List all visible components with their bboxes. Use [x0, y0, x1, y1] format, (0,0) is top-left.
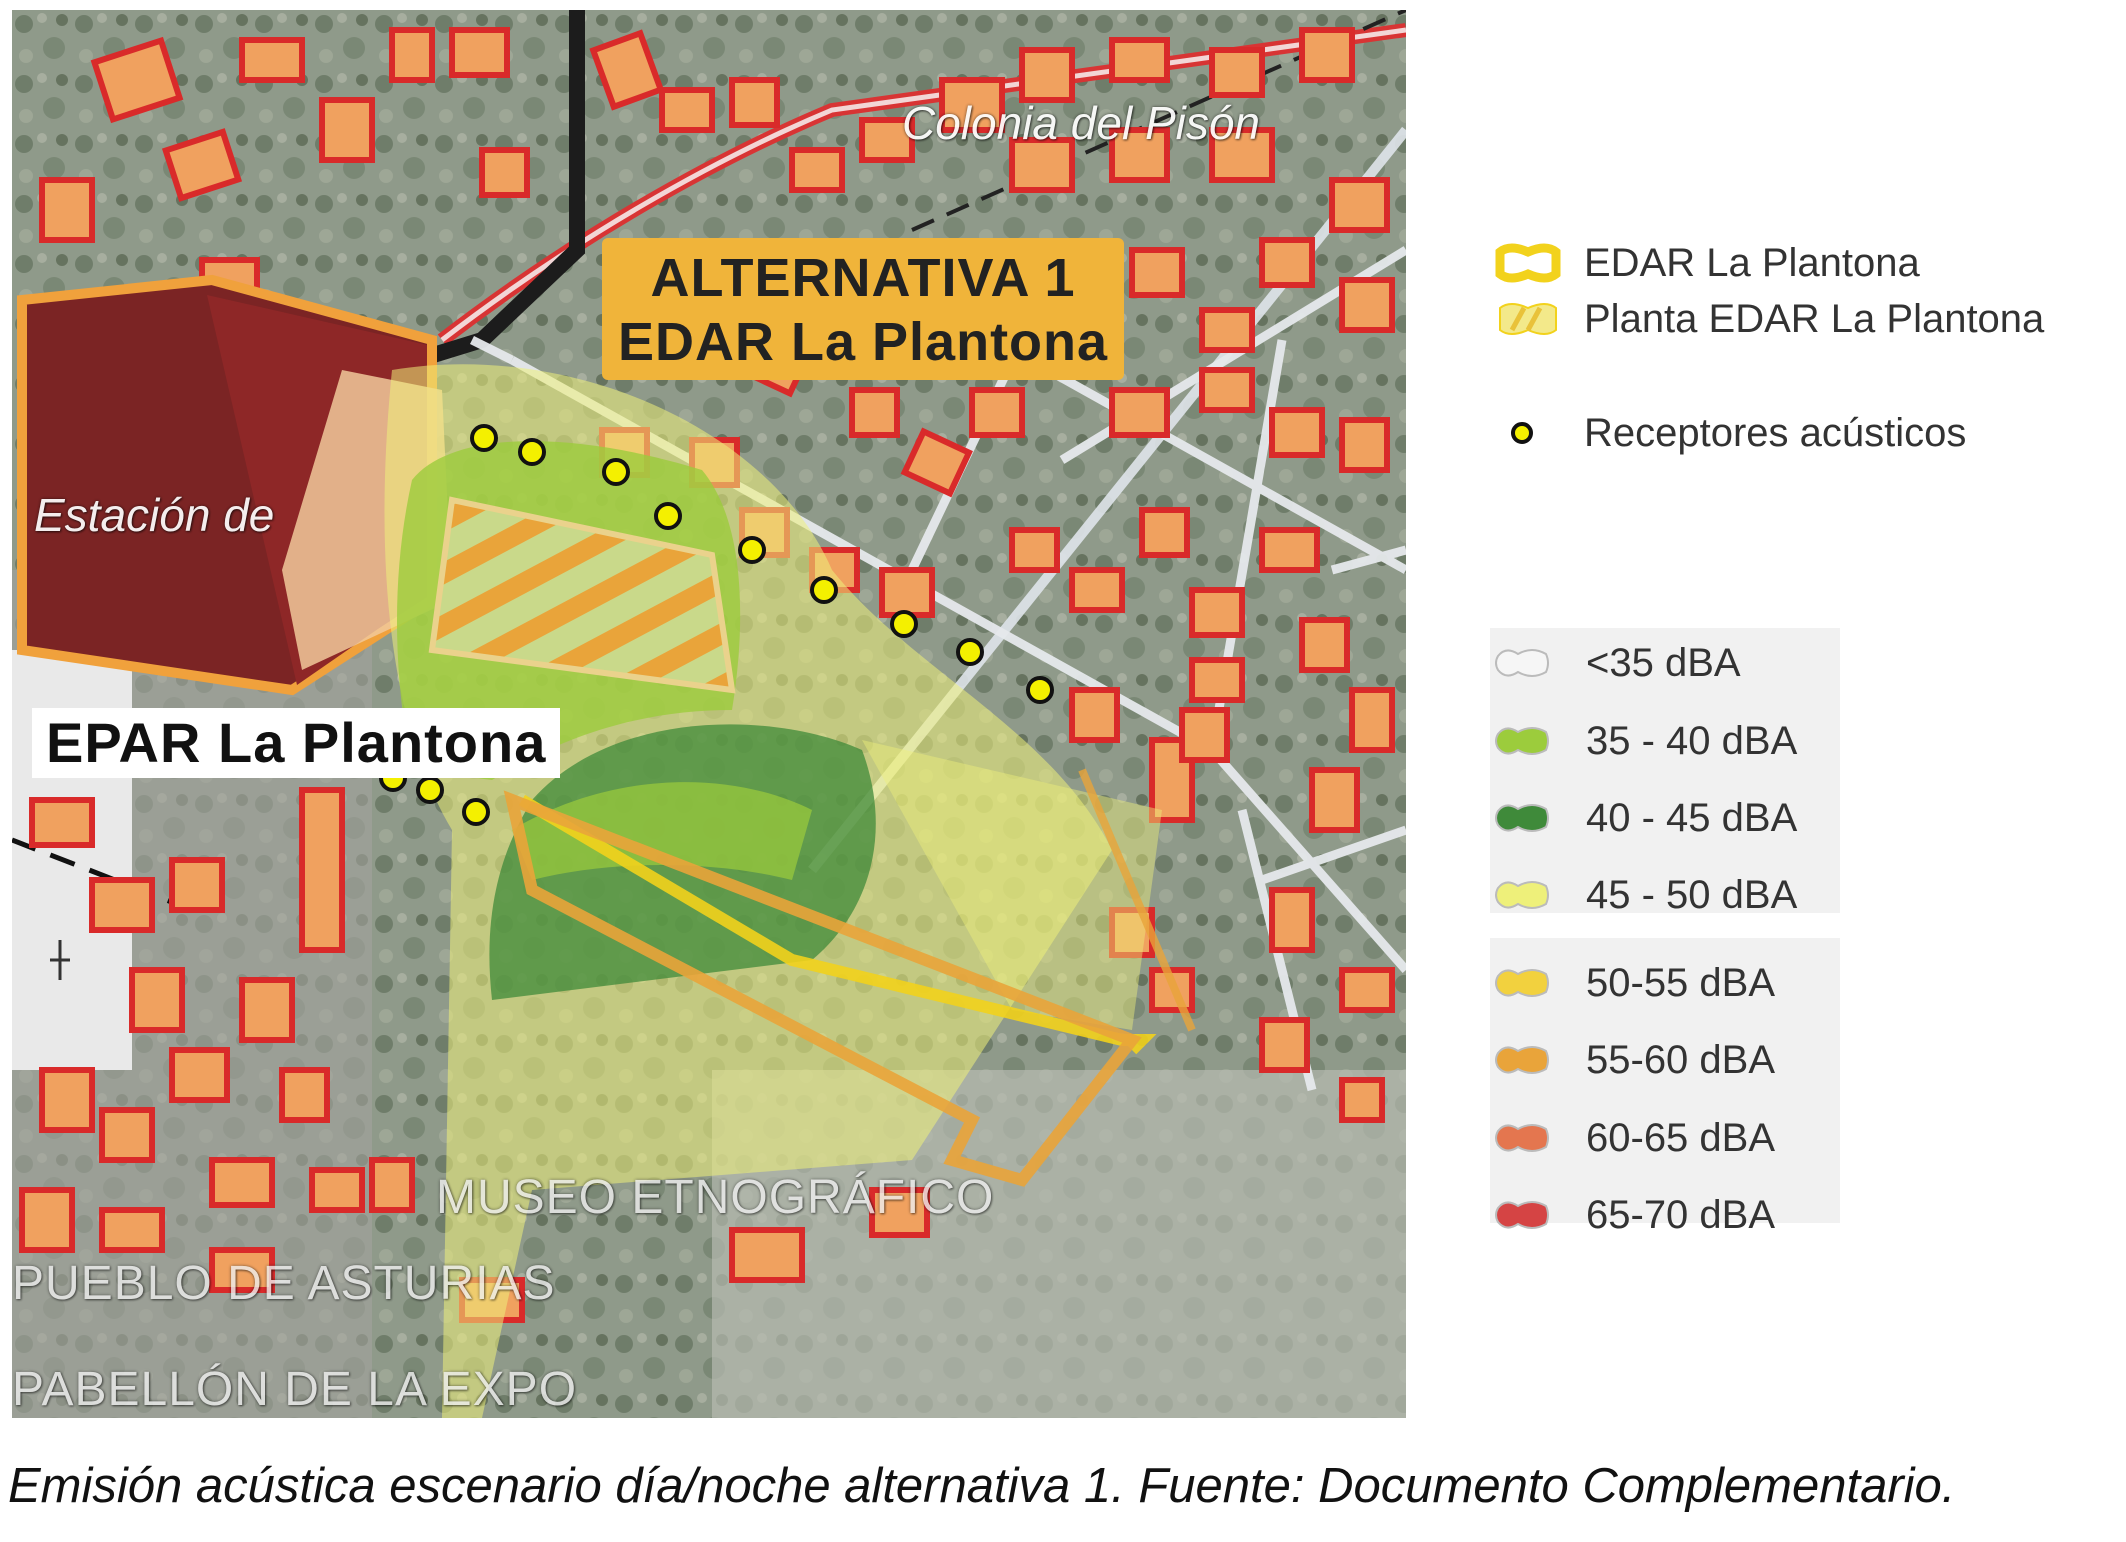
legend-item-noise-level	[1490, 870, 1797, 920]
edar-outline-swatch	[1490, 238, 1570, 288]
noise-level-label: 35 - 40 dBA	[1586, 718, 1798, 763]
noise-level-label: 60-65 dBA	[1586, 1115, 1776, 1160]
noise-level-label: 55-60 dBA	[1586, 1037, 1776, 1082]
noise-level-label: <35 dBA	[1586, 640, 1741, 685]
legend-item-noise-level	[1490, 1190, 1775, 1240]
noise-level-label: 65-70 dBA	[1586, 1192, 1776, 1237]
legend-label-edar: EDAR La Plantona	[1584, 240, 1920, 285]
alternativa-title: ALTERNATIVA 1	[650, 248, 1076, 308]
receptor-point	[892, 612, 916, 636]
receptor-point	[812, 578, 836, 602]
receptor-point	[604, 460, 628, 484]
noise-swatch	[1490, 793, 1570, 843]
label-colonia: Colonia del Pisón	[902, 97, 1261, 149]
legend-item-edar	[1490, 238, 1920, 288]
legend-item-planta	[1490, 294, 2044, 344]
legend-item-noise-level	[1490, 1113, 1775, 1163]
legend-item-receptores	[1490, 408, 1966, 458]
noise-map	[12, 10, 1406, 1418]
alternativa-subtitle: EDAR La Plantona	[618, 312, 1109, 372]
receptor-point	[656, 504, 680, 528]
receptor-swatch	[1490, 408, 1570, 458]
legend-item-noise-level	[1490, 1035, 1775, 1085]
noise-swatch	[1490, 1190, 1570, 1240]
noise-swatch	[1490, 870, 1570, 920]
planta-striped-swatch	[1490, 294, 1570, 344]
noise-swatch	[1490, 638, 1570, 688]
noise-swatch	[1490, 1113, 1570, 1163]
receptor-point	[418, 778, 442, 802]
noise-level-label: 50-55 dBA	[1586, 960, 1776, 1005]
receptor-point	[464, 800, 488, 824]
alternativa-label	[602, 238, 1124, 380]
label-museo: MUSEO ETNOGRÁFICO	[436, 1171, 995, 1224]
label-estacion: Estación de	[34, 489, 275, 541]
receptor-point	[740, 538, 764, 562]
legend-item-noise-level	[1490, 638, 1741, 688]
epar-label: EPAR La Plantona	[32, 708, 560, 778]
figure-caption: Emisión acústica escenario día/noche alternativa 1. Fuente: Documento Complementario.	[8, 1459, 1956, 1513]
receptor-point	[958, 640, 982, 664]
noise-swatch	[1490, 716, 1570, 766]
receptor-point	[1028, 678, 1052, 702]
label-pabellon: PABELLÓN DE LA EXPO	[12, 1363, 578, 1416]
noise-swatch	[1490, 1035, 1570, 1085]
noise-swatch	[1490, 958, 1570, 1008]
receptor-point	[472, 426, 496, 450]
legend-label-planta: Planta EDAR La Plantona	[1584, 296, 2045, 341]
noise-level-label: 45 - 50 dBA	[1586, 872, 1798, 917]
legend-item-noise-level	[1490, 716, 1797, 766]
legend-label-receptores: Receptores acústicos	[1584, 410, 1967, 455]
legend-item-noise-level	[1490, 793, 1797, 843]
receptor-point	[520, 440, 544, 464]
noise-level-label: 40 - 45 dBA	[1586, 795, 1798, 840]
label-pueblo: PUEBLO DE ASTURIAS	[12, 1257, 556, 1310]
legend-item-noise-level	[1490, 958, 1775, 1008]
